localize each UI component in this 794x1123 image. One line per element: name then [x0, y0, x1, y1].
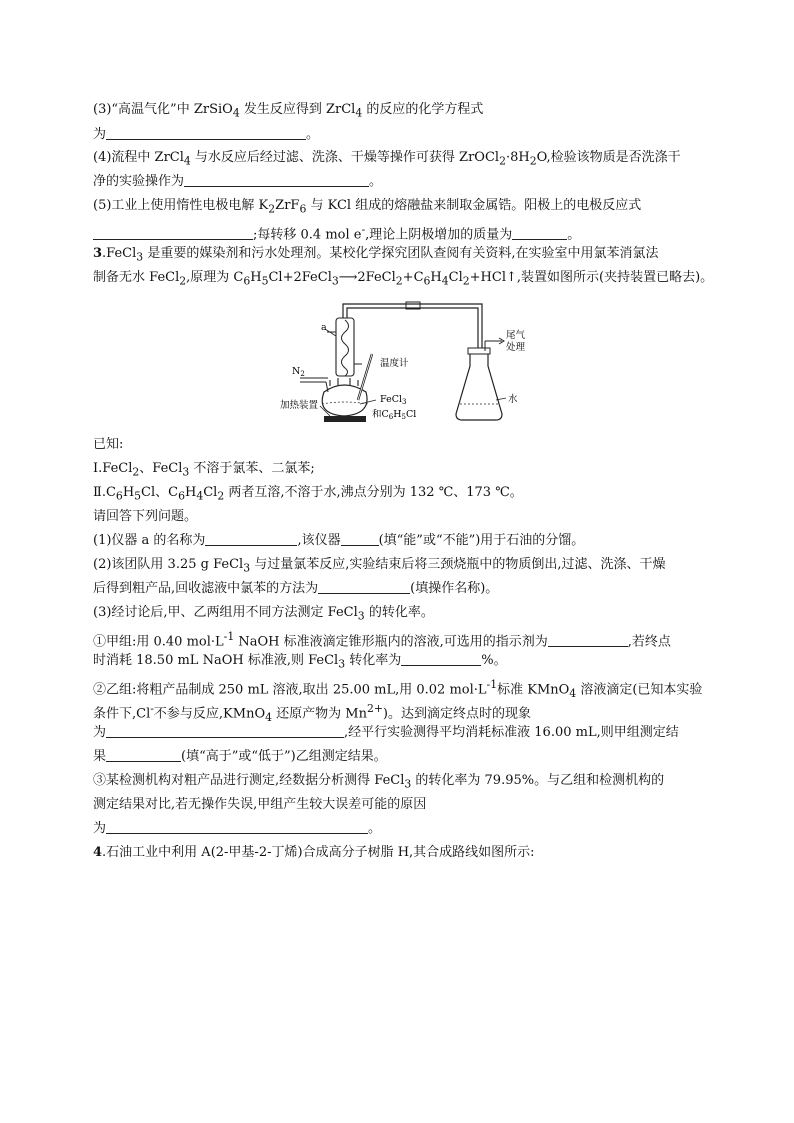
group-jia-line1: ①甲组:用 0.40 $mol\cdot L^{-1}$ NaOH 标准液滴定锥形瓶内的溶液,可选用的指示剂为 ,若终点 [93, 630, 671, 650]
q3-intro-line2: 制备无水 FeCl$_2$,原理为 $C_6H_5Cl+2FeCl_3⟶2FeCl_2+C_6H_4Cl_2+HCl↑$,装置如图所示(夹持装置已略去)。 [93, 270, 714, 288]
q3-sub3: (3)经讨论后,甲、乙两组用不同方法测定 FeCl$_3$ 的转化率。 [93, 605, 434, 623]
group-yi-line1: ②乙组:将粗产品制成 250 mL 溶液,取出 25.00 mL,用 0.02 $mol\cdot L^{-1}$标准 KMnO$_4$ 溶液滴定(已知本实验 [93, 678, 703, 700]
label-thermometer: 温度计 [380, 358, 409, 369]
part3-c-line1: ③某检测机构对粗产品进行测定,经数据分析测得 FeCl$_3$ 的转化率为 79.95%。与乙组和检测机构的 [93, 773, 665, 791]
answer-blank[interactable] [401, 652, 481, 666]
label-water: 水 [508, 394, 518, 405]
q3-intro-line1: 3.FeCl$_3$ 是重要的媒染剂和污水处理剂。某校化学探究团队查阅有关资料,在实验室中用氯苯消氯法 [93, 246, 659, 264]
answer-blank[interactable] [512, 226, 567, 240]
conical-flask [456, 351, 502, 420]
answer-blank[interactable] [106, 748, 181, 762]
heating-device [324, 416, 366, 422]
group-yi-line2: 条件下,Cl-不参与反应,KMnO$_4$ 还原产物为 $Mn^{2+}$)。达到滴定终点时的现象 [93, 702, 531, 724]
known-2: $Ⅱ.C_6H_5Cl$、$C_6H_4Cl_2$ 两者互溶,不溶于水,沸点分别为 132 ℃、173 ℃。 [93, 485, 523, 503]
label-heating: 加热装置 [280, 400, 319, 411]
part3-c-line3: 为 。 [93, 821, 382, 836]
label-n2: $N_2$ [292, 366, 305, 378]
answer-blank[interactable] [318, 580, 410, 594]
label-fecl3: FeCl$_3$ [380, 394, 407, 406]
condenser [336, 318, 354, 376]
label-a: a [321, 322, 327, 333]
group-jia-line2: 时消耗 18.50 mL NaOH 标准液,则 FeCl$_3$ 转化率为 %。 [93, 653, 507, 671]
answer-blank[interactable] [93, 226, 253, 240]
q2-part4-line1: (4)流程中 ZrCl$_4$ 与水反应后经过滤、洗涤、干燥等操作可获得 $ZrOCl_2\cdot 8H_2O$,检验该物质是否洗涤干 [93, 150, 681, 168]
answer-blank[interactable] [106, 126, 306, 140]
answer-blank[interactable] [106, 724, 344, 738]
q3-sub2-line1: (2)该团队用 3.25 g FeCl$_3$ 与过量氯苯反应,实验结束后将三颈烧瓶中的物质倒出,过滤、洗涤、干燥 [93, 557, 666, 575]
q2-part5-line1: (5)工业上使用惰性电极电解 $K_2ZrF_6$ 与 KCl 组成的熔融盐来制取金属锆。阳极上的电极反应式 [93, 198, 642, 216]
ask-line: 请回答下列问题。 [93, 509, 198, 524]
group-yi-line3: 为 ,经平行实验测得平均消耗标准液 16.00 mL,则甲组测定结 [93, 725, 679, 740]
q2-part3-line1: (3)“高温气化”中 ZrSiO$_4$ 发生反应得到 ZrCl$_4$ 的反应的化学方程式 [93, 102, 484, 120]
q2-part3-line2: 为 。 [93, 127, 320, 142]
answer-blank[interactable] [548, 633, 628, 647]
answer-blank[interactable] [106, 820, 368, 834]
q2-part4-line2: 净的实验操作为 。 [93, 174, 383, 189]
connecting-tube [343, 304, 482, 351]
q2-part5-line2: ;每转移 0.4 mol e-,理论上阴极增加的质量为 。 [93, 221, 580, 243]
apparatus-figure [280, 296, 540, 428]
known-heading: 已知: [93, 437, 124, 452]
group-yi-line4: 果 (填“高于”或“低于”)乙组测定结果。 [93, 749, 387, 764]
answer-blank[interactable] [341, 532, 379, 546]
q3-sub1: (1)仪器 a 的名称为 ,该仪器 (填“能”或“不能”)用于石油的分馏。 [93, 533, 585, 548]
label-tail-gas: 尾气 [506, 330, 526, 341]
answer-blank[interactable] [184, 173, 369, 187]
q4-intro: 4.石油工业中利用 A(2-甲基-2-丁烯)合成高分子树脂 H,其合成路线如图所示: [93, 845, 535, 860]
known-1: Ⅰ.FeCl$_2$、FeCl$_3$ 不溶于氯苯、二氯苯; [93, 461, 315, 479]
q3-sub2-line2: 后得到粗产品,回收滤液中氯苯的方法为 (填操作名称)。 [93, 581, 499, 596]
label-treatment: 处理 [506, 342, 526, 353]
apparatus-diagram [280, 296, 540, 428]
answer-blank[interactable] [205, 532, 297, 546]
part3-c-line2: 测定结果对比,若无操作失误,甲组产生较大误差可能的原因 [93, 797, 427, 812]
label-c6h5cl: 和$C_6H_5Cl$ [372, 409, 417, 421]
